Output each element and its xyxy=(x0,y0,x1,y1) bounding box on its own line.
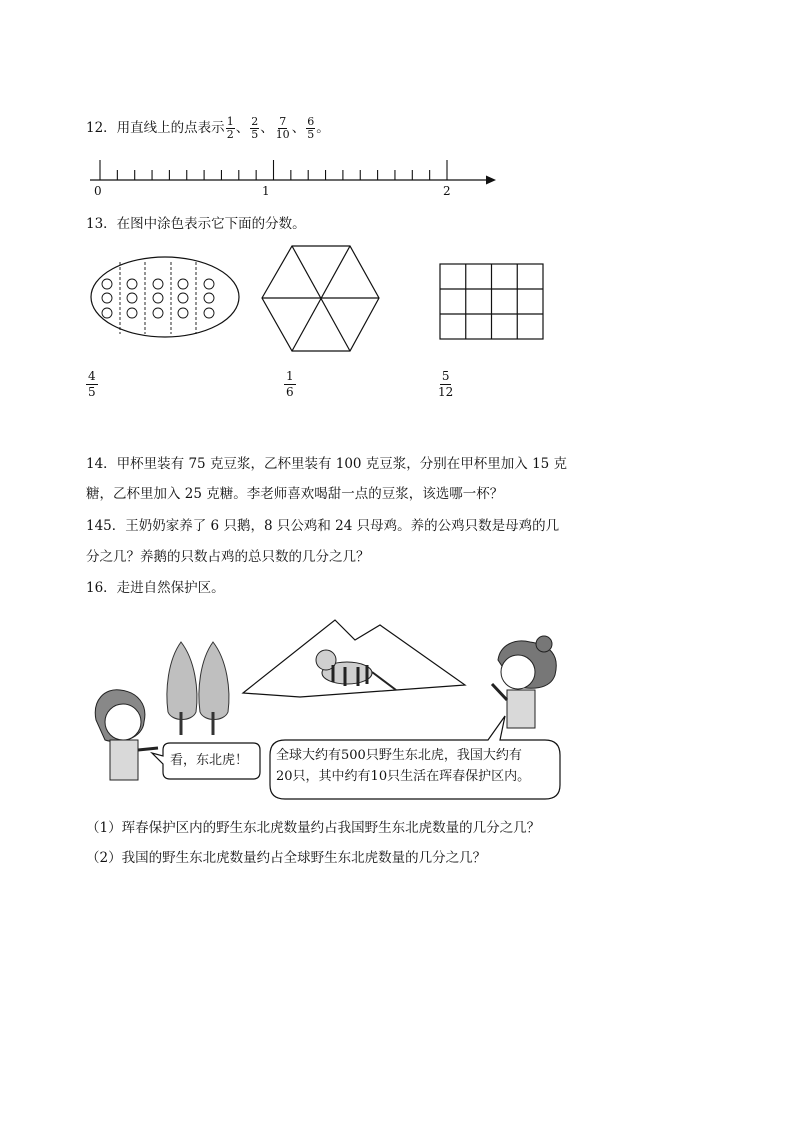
axis-label-0: 0 xyxy=(94,184,102,198)
fraction-grid: $\frac{5}{12}$ xyxy=(438,369,454,399)
q12-prefix: 12．用直线上的点表示 xyxy=(86,120,225,136)
q12-prompt: 12．用直线上的点表示 $\frac{1}{2}$ 、 $\frac{2}{5}$ 、 $\frac{7}{10}$ 、 $\frac{6}{5}$ 。 xyxy=(86,115,330,141)
bubble-left-text: 看，东北虎！ xyxy=(170,753,249,768)
dot xyxy=(102,308,112,318)
dot xyxy=(127,308,137,318)
q16-sub2: （2）我国的野生东北虎数量约占全球野生东北虎数量的几分之几？ xyxy=(86,850,487,866)
dot xyxy=(153,279,163,289)
axis-label-1: 1 xyxy=(262,184,270,198)
bubble-right-line1: 全球大约有500只野生东北虎，我国大约有 xyxy=(276,748,522,763)
fraction-hexagon: $\frac{1}{6}$ xyxy=(286,369,294,399)
fraction: $\frac{7}{10}$ xyxy=(275,115,290,141)
dot xyxy=(178,308,188,318)
girl-left-icon xyxy=(95,690,158,780)
dot xyxy=(153,308,163,318)
fraction: $\frac{6}{5}$ xyxy=(307,115,315,141)
q15-line1: 145．王奶奶家养了 6 只鹅，8 只公鸡和 24 只母鸡。养的公鸡只数是母鸡的几 xyxy=(86,518,560,534)
grid-figure xyxy=(440,264,543,339)
tree-icon xyxy=(167,642,197,735)
q16-sub1: （1）珲春保护区内的野生东北虎数量约占我国野生东北虎数量的几分之几？ xyxy=(86,820,541,836)
bubble-right-line2: 20只，其中约有10只生活在珲春保护区内。 xyxy=(276,769,531,784)
fraction: $\frac{1}{2}$ xyxy=(226,115,234,141)
dot xyxy=(102,293,112,303)
axis-label-2: 2 xyxy=(443,184,451,198)
tree-icon xyxy=(199,642,229,735)
ellipse-figure xyxy=(91,257,239,337)
dot xyxy=(178,279,188,289)
dot xyxy=(102,279,112,289)
q15-line2: 分之几？养鹅的只数占鸡的总只数的几分之几？ xyxy=(86,549,370,565)
dot xyxy=(178,293,188,303)
hexagon-figure xyxy=(262,246,379,351)
number-line xyxy=(90,160,496,185)
fraction: $\frac{2}{5}$ xyxy=(251,115,259,141)
dot xyxy=(204,293,214,303)
q14-line2: 糖，乙杯里加入 25 克糖。李老师喜欢喝甜一点的豆浆，该选哪一杯？ xyxy=(86,486,504,502)
dot xyxy=(127,279,137,289)
girl-right-icon xyxy=(492,636,556,728)
q16-prompt: 16．走进自然保护区。 xyxy=(86,580,225,596)
arrow-head-icon xyxy=(486,176,496,185)
dot xyxy=(204,308,214,318)
mountain-callout xyxy=(243,620,465,697)
q14-line1: 14．甲杯里装有 75 克豆浆，乙杯里装有 100 克豆浆，分别在甲杯里加入 15 克 xyxy=(86,456,568,472)
fraction-ellipse: $\frac{4}{5}$ xyxy=(88,369,96,399)
q13-prompt: 13．在图中涂色表示它下面的分数。 xyxy=(86,216,306,232)
dot xyxy=(204,279,214,289)
dot xyxy=(153,293,163,303)
dot xyxy=(127,293,137,303)
